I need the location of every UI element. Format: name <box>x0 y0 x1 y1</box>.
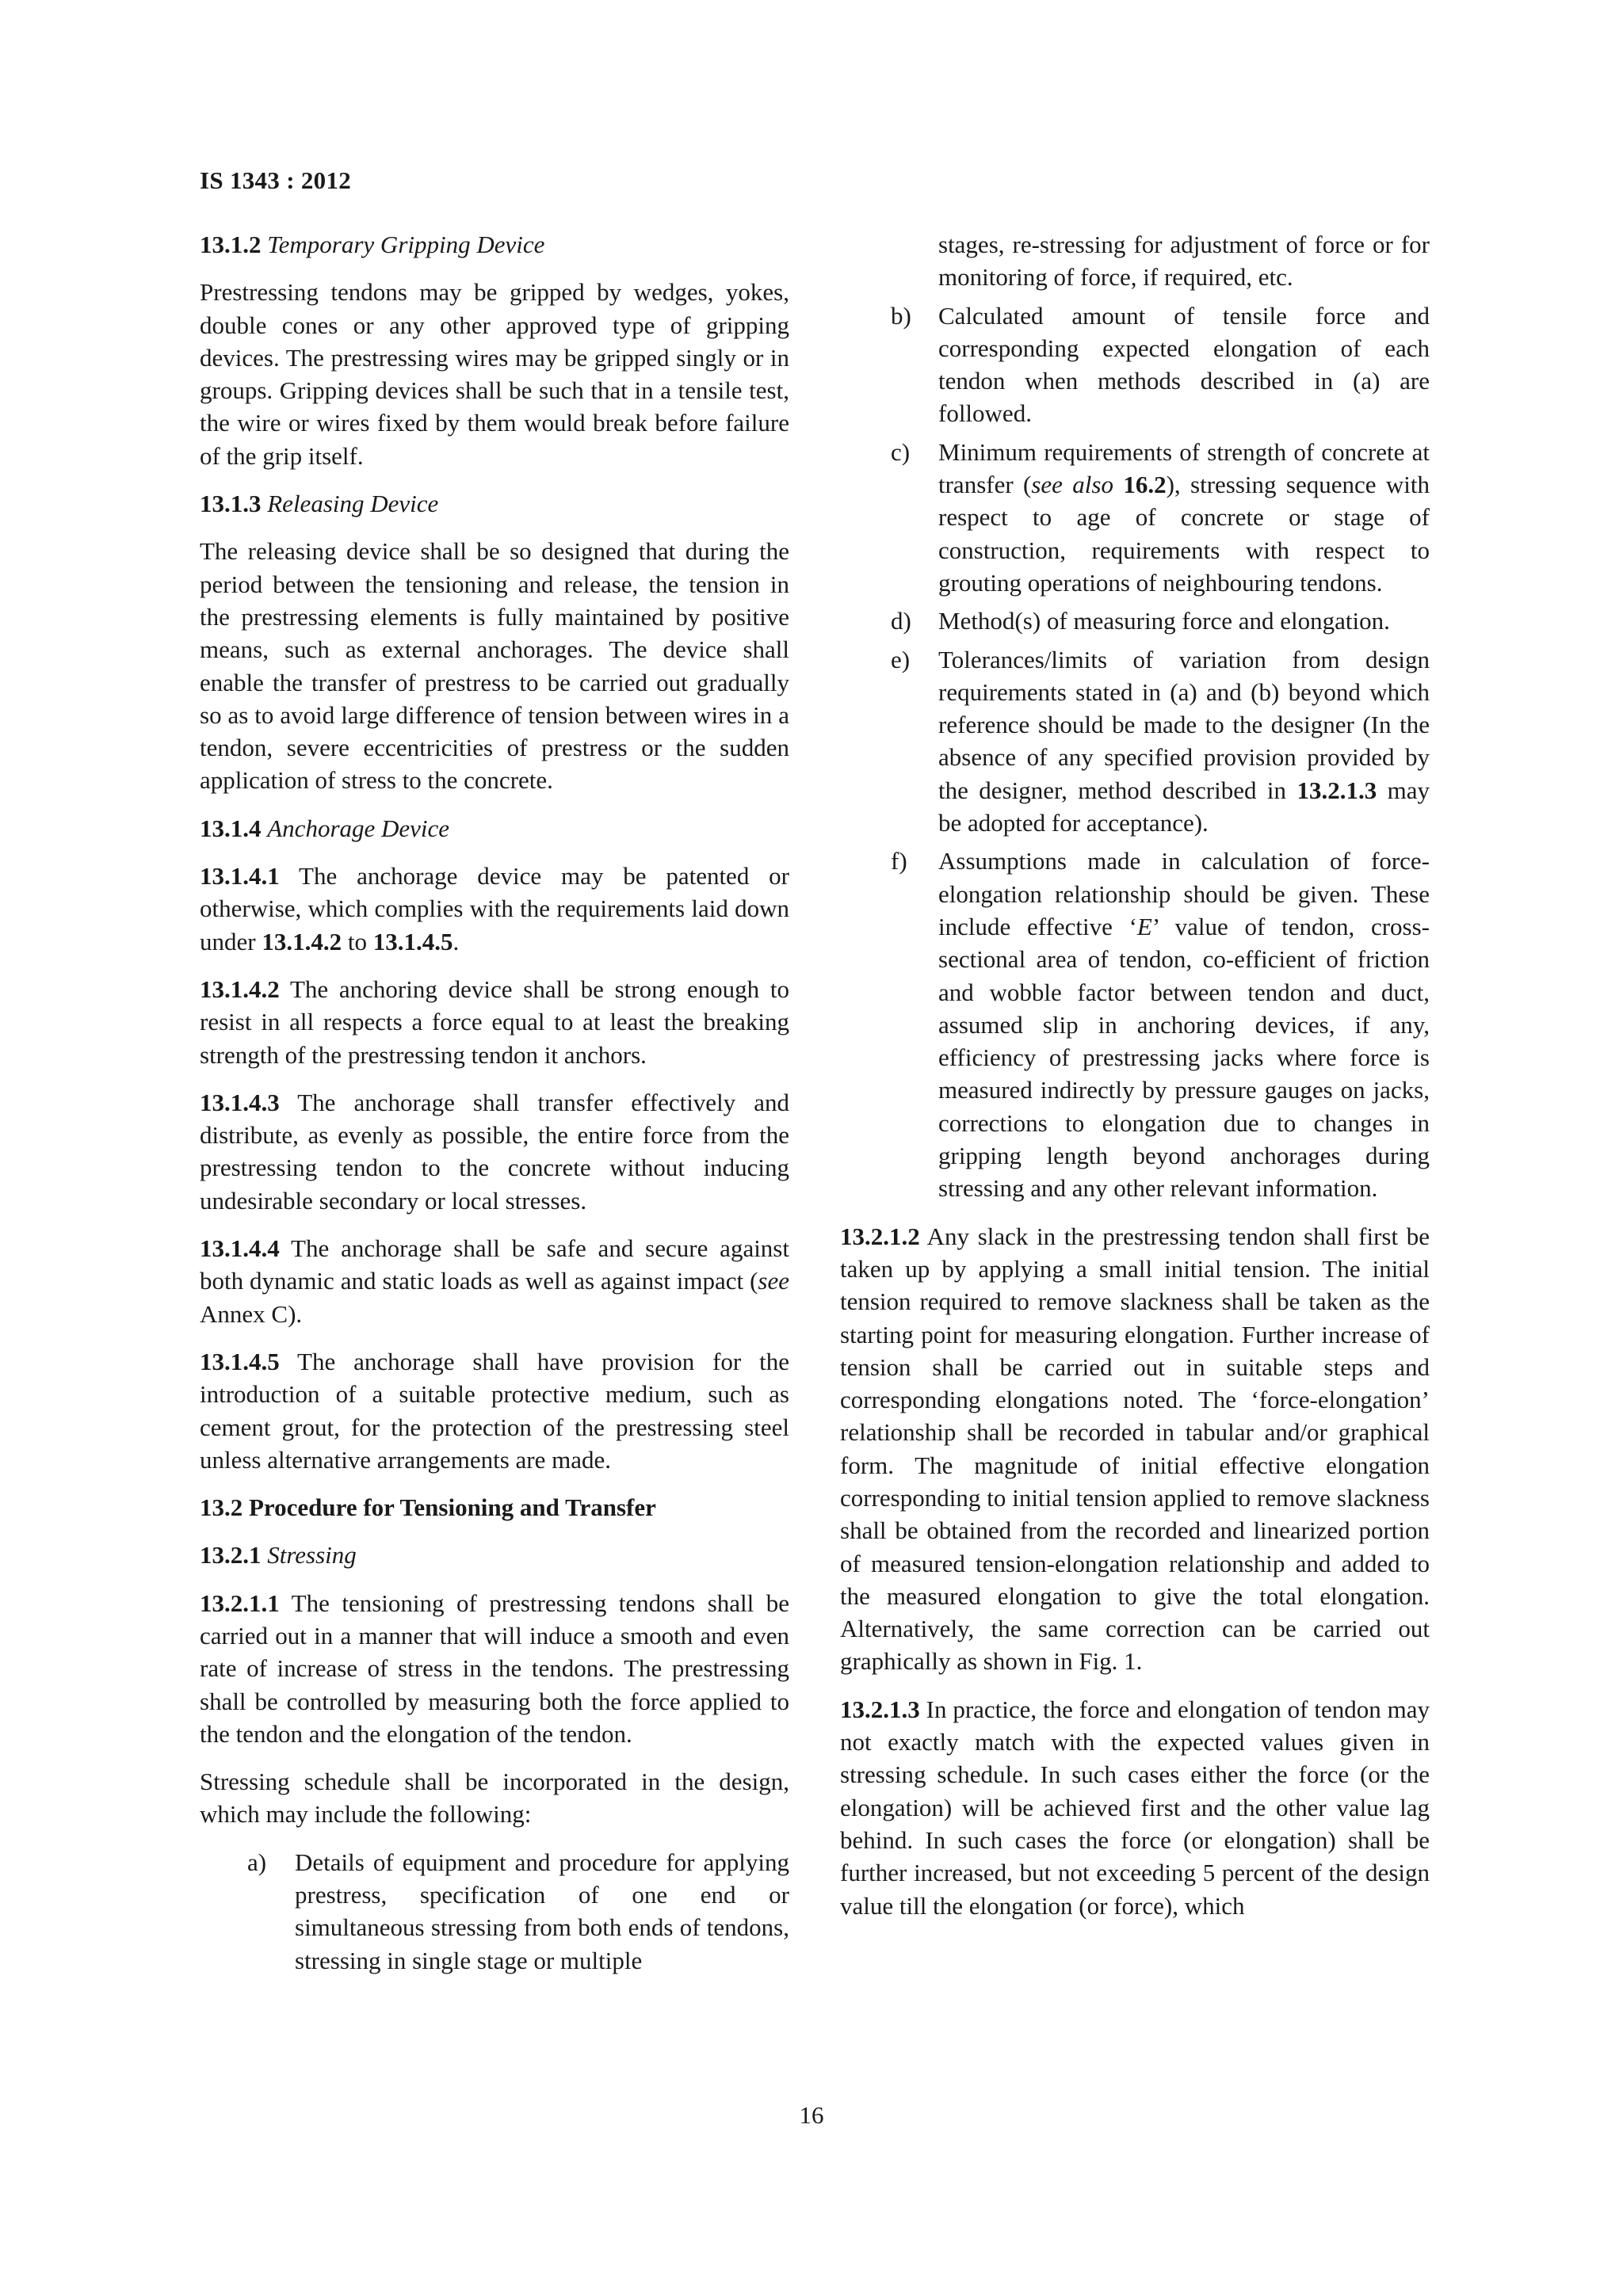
see-reference: see <box>758 1267 789 1295</box>
list-text: Method(s) of measuring force and elongation. <box>938 607 1390 635</box>
clause-reference: 13.1.4.5 <box>372 927 453 955</box>
schedule-list-continued <box>840 228 1430 1205</box>
clause-number: 13.1.4.5 <box>200 1347 280 1375</box>
clause-text: In practice, the force and elongation of tendon may not exactly match with the expected values given in stressing schedule. In such cases either the force (or the elongation) will be achieved first and the other value lag behind. In such cases the force (or elongation) shall be further increased, but not exceeding 5 percent of the design value till the elongation (or force), which <box>840 1695 1430 1920</box>
list-item-b <box>840 299 1430 430</box>
section-13-2-heading: 13.2 Procedure for Tensioning and Transfer <box>200 1493 656 1522</box>
list-text <box>938 436 1430 599</box>
clause-13-1-3-heading <box>200 487 789 520</box>
clause-13-1-2-body: Prestressing tendons may be gripped by wedges, yokes, double cones or any other approved type of gripping devices. The prestressing wires may be gripped singly or in groups. Gripping devices shall be such that in a tensile test, the wire or wires fixed by them would break before failure of the grip itself. <box>200 278 789 470</box>
list-text <box>938 643 1430 840</box>
list-text: Details of equipment and procedure for applying prestress, specification of one end or simultaneous stressing from both ends of tendons, stressing in single stage or multiple <box>295 1848 789 1974</box>
clause-text: Any slack in the prestressing tendon shall first be taken up by applying a small initial tension. The initial tension required to remove slackness shall be taken as the starting point for measuring elongation. Further increase of tension shall be carried out in suitable steps and corresponding elongations noted. The ‘force-elongation’ relationship shall be recorded in tabular and/or graphical form. The magnitude of initial effective elongation corresponding to initial tension applied to remove slackness shall be obtained from the recorded and linearized portion of measured tension-elongation relationship and added to the measured elongation to give the total elongation. Alternatively, the same correction can be carried out graphically as shown in Fig. 1. <box>840 1222 1430 1676</box>
clause-number: 13.1.4.1 <box>200 862 280 891</box>
clause-text: Annex C). <box>200 1299 303 1328</box>
clause-text: The tensioning of prestressing tendons shall be carried out in a manner that will induce a smooth and even rate of increase of stress in the tendons. The prestressing shall be controlled by measuring both the force applied to the tendon and the elongation of the tendon. <box>200 1589 789 1748</box>
clause-13-1-2-heading <box>200 228 789 261</box>
list-text-part: Minimum requirements of strength of concrete at transfer ( <box>938 437 1430 499</box>
list-item-a <box>247 1846 789 1977</box>
stressing-schedule-intro: Stressing schedule shall be incorporated in the design, which may include the following: <box>200 1768 789 1829</box>
clause-text: The anchorage device may be patented or otherwise, which complies with the requirements laid down under <box>200 862 789 955</box>
document-header: IS 1343 : 2012 <box>200 166 352 194</box>
list-item-c <box>840 436 1430 599</box>
clause-13-2-1-3 <box>840 1693 1430 1922</box>
list-text-part: Assumptions made in calculation of force-elongation relationship should be given. These include effective ‘ <box>938 847 1430 940</box>
modulus-symbol: E <box>1136 912 1152 940</box>
clause-text: The anchorage shall have provision for the introduction of a suitable protective medium, such as cement grout, for the protection of the prestressing steel unless alternative arrangements are made. <box>200 1347 789 1474</box>
clause-text: The anchorage shall transfer effectively and distribute, as evenly as possible, the entire force from the prestressing tendon to the concrete without inducing undesirable secondary or local stresses. <box>200 1088 789 1215</box>
clause-reference: 16.2 <box>1123 471 1167 499</box>
see-also-reference: see also <box>1031 471 1113 499</box>
clause-number: 13.2.1.3 <box>840 1695 920 1723</box>
left-column <box>200 228 789 1982</box>
page-number: 16 <box>799 2101 824 2129</box>
clause-text: . <box>453 927 460 955</box>
clause-text: The anchorage shall be safe and secure against both dynamic and static loads as well as against impact ( <box>200 1234 789 1295</box>
clause-13-1-4-heading <box>200 812 789 845</box>
clause-title: Stressing <box>267 1541 357 1569</box>
clause-reference: 13.2.1.3 <box>1296 776 1377 804</box>
clause-number: 13.2.1.1 <box>200 1589 280 1617</box>
clause-number: 13.1.4.2 <box>200 974 280 1003</box>
clause-13-2-1-2 <box>840 1220 1430 1678</box>
clause-title: Releasing Device <box>267 490 439 518</box>
list-item-a-continued: stages, re-stressing for adjustment of force or for monitoring of force, if required, etc. <box>938 231 1430 292</box>
right-column <box>840 228 1430 1937</box>
clause-title: Anchorage Device <box>267 814 450 842</box>
list-text-part: may be adopted for acceptance). <box>938 776 1430 837</box>
list-label: f) <box>891 847 907 875</box>
list-text-part: ’ value of tendon, cross-sectional area of tendon, co-efficient of friction and wobble factor between tendon and duct, assumed slip in anchoring devices, if any, efficiency of prestressing jacks where force is measured indirectly by pressure gauges on jacks, corrections to elongation due to changes in gripping length beyond anchorages during stressing and any other relevant information. <box>938 912 1430 1203</box>
clause-reference: 13.1.4.2 <box>262 927 342 955</box>
list-label: b) <box>891 301 911 330</box>
clause-number: 13.1.3 <box>200 490 262 518</box>
clause-number: 13.1.4.3 <box>200 1088 280 1116</box>
clause-13-2-1-heading <box>200 1539 789 1571</box>
clause-13-1-3-body: The releasing device shall be so designed that during the period between the tensioning and release, the tension in the prestressing elements is fully maintained by positive means, such as external anchorages. The device shall enable the transfer of prestress to be carried out gradually so as to avoid large difference of tension between wires in a tendon, severe eccentricities of prestress or the sudden application of stress to the concrete. <box>200 537 789 795</box>
list-item-e <box>840 643 1430 840</box>
clause-13-1-4-5 <box>200 1345 789 1476</box>
clause-13-1-4-4 <box>200 1232 789 1330</box>
clause-13-2-1-1 <box>200 1587 789 1750</box>
clause-13-1-4-2 <box>200 973 789 1071</box>
list-text: Calculated amount of tensile force and corresponding expected elongation of each tendon when methods described in (a) are followed. <box>938 301 1430 428</box>
clause-number: 13.1.2 <box>200 231 262 258</box>
clause-text: to <box>342 927 373 955</box>
clause-number: 13.2.1.2 <box>840 1222 920 1250</box>
list-text-part: Tolerances/limits of variation from design requirements stated in (a) and (b) beyond which reference should be made to the designer (In the absence of any specified provision provided by the designer, method described in <box>938 645 1430 804</box>
clause-text: The anchoring device shall be strong enough to resist in all respects a force equal to at least the breaking strength of the prestressing tendon it anchors. <box>200 974 789 1069</box>
clause-13-1-4-1 <box>200 860 789 958</box>
list-item-f <box>840 845 1430 1204</box>
list-text <box>938 845 1430 1204</box>
clause-number: 13.1.4 <box>200 814 262 842</box>
clause-number: 13.1.4.4 <box>200 1234 280 1263</box>
list-item-d <box>840 605 1430 637</box>
list-label: c) <box>891 437 911 466</box>
schedule-list <box>200 1846 789 1977</box>
clause-number: 13.2.1 <box>200 1541 262 1569</box>
clause-13-1-4-3 <box>200 1086 789 1217</box>
list-label: a) <box>247 1848 267 1876</box>
list-label: d) <box>891 607 911 635</box>
list-text-part: ), stressing sequence with respect to age of concrete or stage of construction, requirements with respect to grouting operations of neighbouring tendons. <box>938 471 1430 597</box>
list-label: e) <box>891 645 911 673</box>
clause-title: Temporary Gripping Device <box>267 231 545 258</box>
